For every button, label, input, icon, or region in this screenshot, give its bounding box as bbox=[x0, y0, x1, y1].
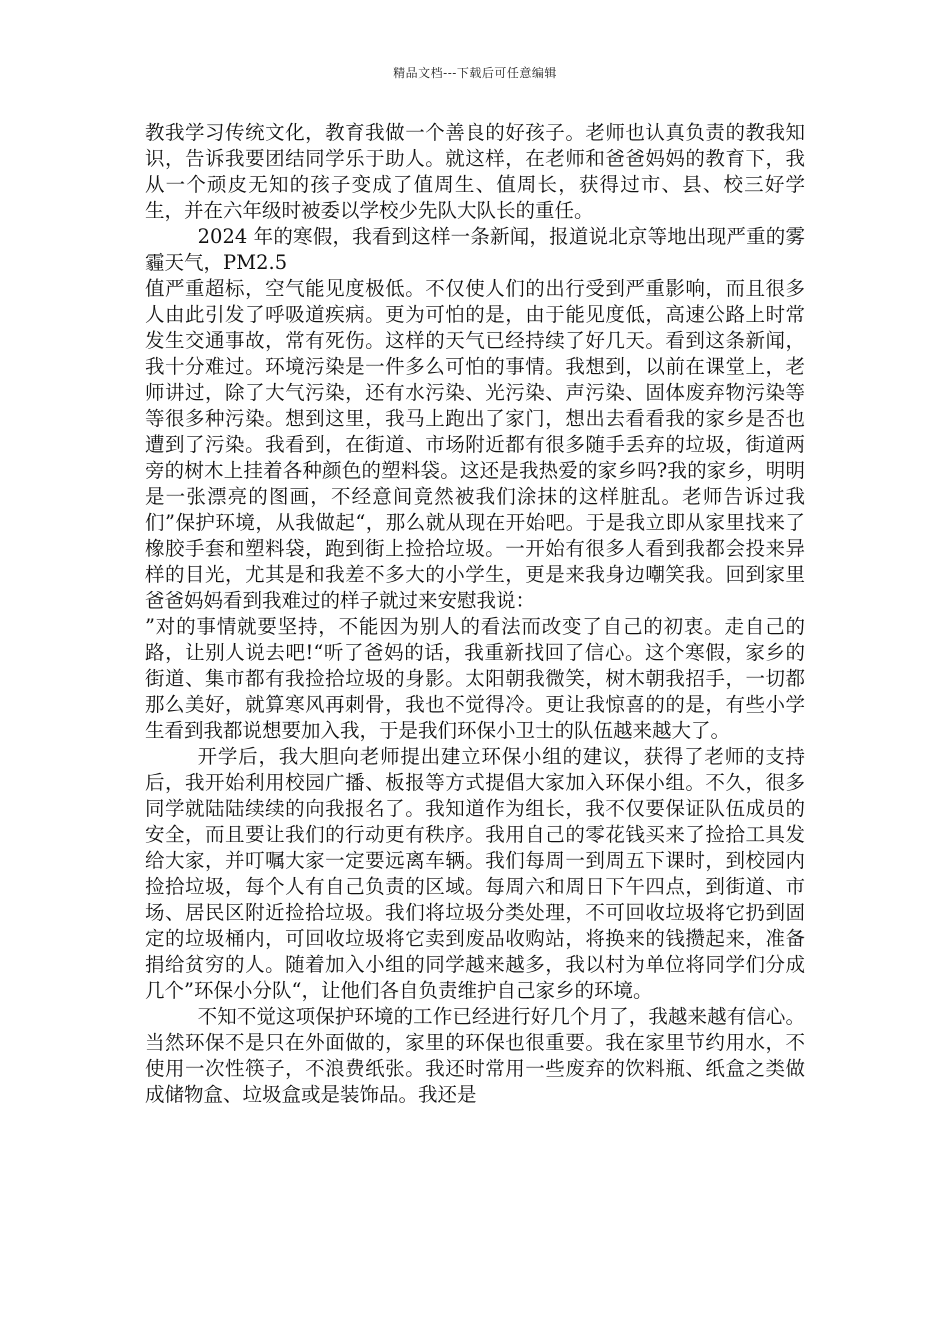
running-header: 精品文档---下载后可任意编辑 bbox=[393, 66, 557, 80]
body-text bbox=[145, 120, 805, 1108]
paragraph-4: ”对的事情就要坚持，不能因为别人的看法而改变了自己的初衷。走自己的路，让别人说去吧!“听了爸妈的话，我重新找回了信心。这个寒假，家乡的街道、集市都有我捡拾垃圾的身影。太阳朝我微笑，树木朝我招手，一切都那么美好，就算寒风再刺骨，我也不觉得冷。更让我惊喜的的是，有些小学生看到我都说想要加入我，于是我们环保小卫士的队伍越来越大了。 bbox=[145, 615, 805, 742]
paragraph-2: 2024 年的寒假，我看到这样一条新闻，报道说北京等地出现严重的雾霾天气，PM2.5 bbox=[145, 225, 805, 274]
paragraph-3: 值严重超标，空气能见度极低。不仅使人们的出行受到严重影响，而且很多人由此引发了呼吸道疾病。更为可怕的是，由于能见度低，高速公路上时常发生交通事故，常有死伤。这样的天气已经持续了好几天。看到这条新闻，我十分难过。环境污染是一件多么可怕的事情。我想到，以前在课堂上，老师讲过，除了大气污染，还有水污染、光污染、声污染、固体废弃物污染等等很多种污染。想到这里，我马上跑出了家门，想出去看看我的家乡是否也遭到了污染。我看到，在街道、市场附近都有很多随手丢弃的垃圾，街道两旁的树木上挂着各种颜色的塑料袋。这还是我热爱的家乡吗?我的家乡，明明是一张漂亮的图画，不经意间竟然被我们涂抹的这样脏乱。老师告诉过我们”保护环境，从我做起“，那么就从现在开始吧。于是我立即从家里找来了橡胶手套和塑料袋，跑到街上捡拾垃圾。一开始有很多人看到我都会投来异样的目光，尤其是和我差不多大的小学生，更是来我身边嘲笑我。回到家里爸爸妈妈看到我难过的样子就过来安慰我说： bbox=[145, 277, 805, 612]
paragraph-1: 教我学习传统文化，教育我做一个善良的好孩子。老师也认真负责的教我知识，告诉我要团结同学乐于助人。就这样，在老师和爸爸妈妈的教育下，我从一个顽皮无知的孩子变成了值周生、值周长，获得过市、县、校三好学生，并在六年级时被委以学校少先队大队长的重任。 bbox=[145, 121, 805, 222]
paragraph-5: 开学后，我大胆向老师提出建立环保小组的建议，获得了老师的支持后，我开始利用校园广播、板报等方式提倡大家加入环保小组。不久，很多同学就陆陆续续的向我报名了。我知道作为组长，我不仅要保证队伍成员的安全，而且要让我们的行动更有秩序。我用自己的零花钱买来了捡拾工具发给大家，并叮嘱大家一定要远离车辆。我们每周一到周五下课时，到校园内捡拾垃圾，每个人有自己负责的区域。每周六和周日下午四点，到街道、市场、居民区附近捡拾垃圾。我们将垃圾分类处理，不可回收垃圾将它扔到固定的垃圾桶内，可回收垃圾将它卖到废品收购站，将换来的钱攒起来，准备捐给贫穷的人。随着加入小组的同学越来越多，我以村为单位将同学们分成几个”环保小分队“，让他们各自负责维护自己家乡的环境。 bbox=[145, 745, 805, 1002]
paragraph-6: 不知不觉这项保护环境的工作已经进行好几个月了，我越来越有信心。当然环保不是只在外面做的，家里的环保也很重要。我在家里节约用水，不使用一次性筷子，不浪费纸张。我还时常用一些废弃的饮料瓶、纸盒之类做成储物盒、垃圾盒或是装饰品。我还是 bbox=[145, 1005, 805, 1106]
